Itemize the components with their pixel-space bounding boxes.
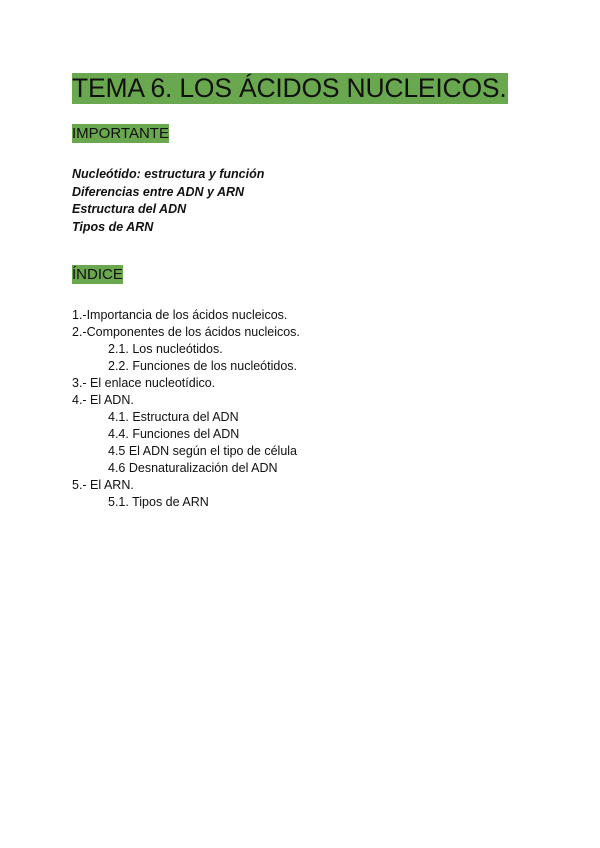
- toc-item: 1.-Importancia de los ácidos nucleicos.: [72, 308, 288, 322]
- toc-subitem: 4.5 El ADN según el tipo de célula: [108, 444, 298, 458]
- important-heading: IMPORTANTE: [72, 125, 169, 142]
- document-title: TEMA 6. LOS ÁCIDOS NUCLEICOS.: [72, 73, 507, 103]
- important-topic: Estructura del ADN: [72, 202, 187, 216]
- important-topic: Tipos de ARN: [72, 219, 154, 234]
- toc-subitem: 2.2. Funciones de los nucleótidos.: [108, 359, 298, 373]
- toc-subitem: 4.6 Desnaturalización del ADN: [108, 461, 278, 475]
- toc-subitem: 2.1. Los nucleótidos.: [108, 342, 223, 356]
- important-topic: Nucleótido: estructura y función: [72, 167, 265, 181]
- toc-item: 3.- El enlace nucleotídico.: [72, 376, 216, 390]
- toc-subitem: 5.1. Tipos de ARN: [108, 495, 209, 509]
- toc-subitem: 4.1. Estructura del ADN: [108, 410, 239, 424]
- toc-item: 2.-Componentes de los ácidos nucleicos.: [72, 325, 300, 339]
- table-of-contents: [72, 307, 300, 511]
- toc-subitem: 4.4. Funciones del ADN: [108, 427, 240, 441]
- important-topic: Diferencias entre ADN y ARN: [72, 184, 245, 199]
- important-topics-list: [72, 166, 264, 236]
- index-heading: ÍNDICE: [72, 266, 123, 283]
- toc-item: 4.- El ADN.: [72, 393, 134, 407]
- toc-item: 5.- El ARN.: [72, 478, 134, 492]
